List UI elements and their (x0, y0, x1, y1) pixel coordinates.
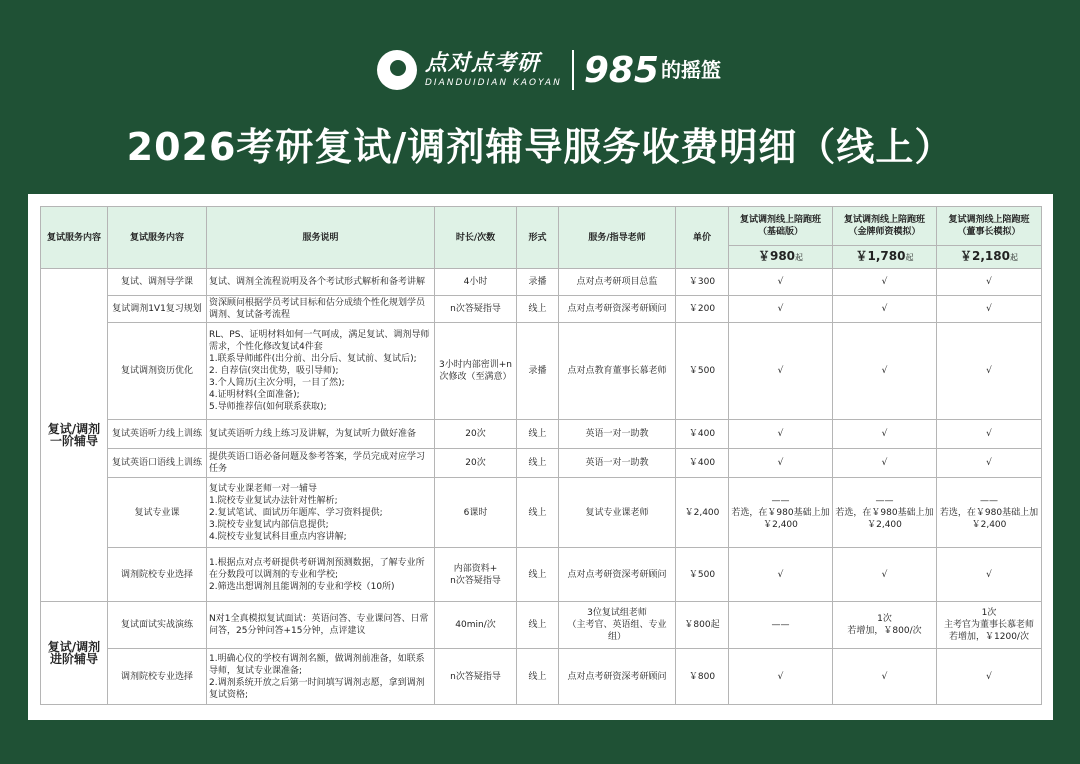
teacher: 复试专业课老师 (559, 478, 676, 548)
service-name: 复试英语口语线上训练 (108, 449, 207, 478)
service-name: 调剂院校专业选择 (108, 548, 207, 602)
unit-price: ￥400 (676, 420, 729, 449)
duration: n次答疑指导 (435, 649, 517, 705)
form: 线上 (517, 296, 559, 323)
unit-price: ￥500 (676, 323, 729, 420)
plan-basic-cell: √ (729, 296, 833, 323)
service-description: 复试专业课老师一对一辅导 1.院校专业复试办法针对性解析; 2.复试笔试、面试历年题库、学习资料提供; 3.院校专业复试内部信息提供; 4.院校专业复试科目重点内容讲解; (207, 478, 435, 548)
form: 线上 (517, 548, 559, 602)
col-header-plan-gold: 复试调剂线上陪跑班 （金牌师资模拟） (833, 207, 937, 246)
service-name: 复试调剂1V1复习规划 (108, 296, 207, 323)
teacher: 3位复试组老师 （主考官、英语组、专业组） (559, 602, 676, 649)
plan-price-basic: ￥980起 (729, 246, 833, 269)
service-name: 调剂院校专业选择 (108, 649, 207, 705)
service-description: RL、PS、证明材料如何一气呵成，满足复试、调剂导师需求，个性化修改复试4件套 1.联系导师邮件(出分前、出分后、复试前、复试后); 2. 自荐信(突出优势，吸引导师); 3.个人简历(主次分明，一目了然); 4.证明材料(全面准备); 5.导师推荐信(如何联系获取); (207, 323, 435, 420)
teacher: 点对点考研资深考研顾问 (559, 296, 676, 323)
plan-basic-cell: √ (729, 649, 833, 705)
table-row (41, 269, 1042, 296)
unit-price: ￥500 (676, 548, 729, 602)
plan-chairman-cell: √ (937, 269, 1042, 296)
plan-basic-cell: √ (729, 420, 833, 449)
plan-gold-cell: —— 若选，在￥980基础上加 ￥2,400 (833, 478, 937, 548)
col-header-service: 复试服务内容 (108, 207, 207, 269)
duration: 20次 (435, 449, 517, 478)
plan-chairman-cell: √ (937, 548, 1042, 602)
teacher: 英语一对一助教 (559, 449, 676, 478)
col-header-price: 单价 (676, 207, 729, 269)
page-title: 2026考研复试/调剂辅导服务收费明细（线上） (126, 125, 954, 169)
logo-divider (572, 50, 574, 90)
plan-chairman-cell: √ (937, 323, 1042, 420)
table-row (41, 548, 1042, 602)
form: 线上 (517, 602, 559, 649)
service-description: 复试英语听力线上练习及讲解，为复试听力做好准备 (207, 420, 435, 449)
table-row (41, 296, 1042, 323)
service-description: 复试、调剂全流程说明及各个考试形式解析和备考讲解 (207, 269, 435, 296)
duration: 4小时 (435, 269, 517, 296)
plan-chairman-cell: √ (937, 649, 1042, 705)
plan-gold-cell: √ (833, 269, 937, 296)
service-description: 1.根据点对点考研提供考研调剂预测数据，了解专业所在分数段可以调剂的专业和学校; 2.筛选出想调剂且能调剂的专业和学校（10所) (207, 548, 435, 602)
price-table (40, 206, 1042, 705)
plan-gold-cell: √ (833, 420, 937, 449)
plan-basic-cell: √ (729, 269, 833, 296)
col-header-form: 形式 (517, 207, 559, 269)
plan-basic-cell: √ (729, 548, 833, 602)
table-row (41, 323, 1042, 420)
form: 线上 (517, 478, 559, 548)
col-header-duration: 时长/次数 (435, 207, 517, 269)
service-description: 资深顾问根据学员考试目标和估分成绩个性化规划学员调剂、复试备考流程 (207, 296, 435, 323)
service-name: 复试面试实战演练 (108, 602, 207, 649)
service-description: 1.明确心仪的学校有调剂名额，做调剂前准备，如联系导师，复试专业课准备; 2.调剂系统开放之后第一时间填写调剂志愿，拿到调剂复试资格; (207, 649, 435, 705)
plan-gold-cell: 1次 若增加，￥800/次 (833, 602, 937, 649)
plan-chairman-cell: √ (937, 420, 1042, 449)
service-name: 复试英语听力线上训练 (108, 420, 207, 449)
duration: 40min/次 (435, 602, 517, 649)
plan-chairman-cell: √ (937, 449, 1042, 478)
unit-price: ￥800起 (676, 602, 729, 649)
table-row (41, 649, 1042, 705)
teacher: 点对点考研资深考研顾问 (559, 548, 676, 602)
service-description: N对1全真模拟复试面试：英语问答、专业课问答、日常问答，25分钟问答+15分钟，点评建议 (207, 602, 435, 649)
brand-logo (377, 46, 721, 94)
service-name: 复试、调剂导学课 (108, 269, 207, 296)
col-header-teacher: 服务/指导老师 (559, 207, 676, 269)
plan-basic-cell: √ (729, 323, 833, 420)
plan-chairman-cell: √ (937, 296, 1042, 323)
form: 录播 (517, 269, 559, 296)
teacher: 点对点考研项目总监 (559, 269, 676, 296)
teacher: 点对点考研资深考研顾问 (559, 649, 676, 705)
unit-price: ￥800 (676, 649, 729, 705)
duration: 6课时 (435, 478, 517, 548)
plan-gold-cell: √ (833, 323, 937, 420)
duration: 内部资料+ n次答疑指导 (435, 548, 517, 602)
service-description: 提供英语口语必备问题及参考答案，学员完成对应学习任务 (207, 449, 435, 478)
unit-price: ￥300 (676, 269, 729, 296)
service-name: 复试专业课 (108, 478, 207, 548)
price-card (28, 194, 1053, 720)
plan-price-chairman: ￥2,180起 (937, 246, 1042, 269)
group-label: 复试/调剂 一阶辅导 (41, 269, 108, 602)
col-header-plan-basic: 复试调剂线上陪跑班 （基础版） (729, 207, 833, 246)
col-header-category: 复试服务内容 (41, 207, 108, 269)
teacher: 英语一对一助教 (559, 420, 676, 449)
plan-chairman-cell: 1次 主考官为董事长慕老师 若增加，￥1200/次 (937, 602, 1042, 649)
logo-cn: 点对点考研 (425, 51, 541, 76)
form: 线上 (517, 649, 559, 705)
logo-en: DIANDUIDIAN KAOYAN (425, 78, 562, 88)
logo-suffix: 的摇篮 (660, 58, 721, 82)
unit-price: ￥200 (676, 296, 729, 323)
plan-basic-cell: —— 若选，在￥980基础上加 ￥2,400 (729, 478, 833, 548)
plan-gold-cell: √ (833, 449, 937, 478)
plan-price-gold: ￥1,780起 (833, 246, 937, 269)
teacher: 点对点教育董事长慕老师 (559, 323, 676, 420)
unit-price: ￥400 (676, 449, 729, 478)
plan-basic-cell: —— (729, 602, 833, 649)
logo-icon (377, 50, 417, 90)
col-header-plan-chairman: 复试调剂线上陪跑班 （董事长模拟） (937, 207, 1042, 246)
duration: 20次 (435, 420, 517, 449)
form: 线上 (517, 449, 559, 478)
duration: n次答疑指导 (435, 296, 517, 323)
service-name: 复试调剂资历优化 (108, 323, 207, 420)
duration: 3小时内部密训+n次修改（至满意） (435, 323, 517, 420)
table-row (41, 420, 1042, 449)
logo-985: 985 (583, 49, 659, 91)
table-row (41, 449, 1042, 478)
plan-basic-cell: √ (729, 449, 833, 478)
plan-gold-cell: √ (833, 649, 937, 705)
form: 录播 (517, 323, 559, 420)
page-header (0, 0, 1080, 200)
plan-chairman-cell: —— 若选，在￥980基础上加 ￥2,400 (937, 478, 1042, 548)
col-header-description: 服务说明 (207, 207, 435, 269)
plan-gold-cell: √ (833, 548, 937, 602)
table-row (41, 478, 1042, 548)
group-label: 复试/调剂 进阶辅导 (41, 602, 108, 705)
plan-gold-cell: √ (833, 296, 937, 323)
form: 线上 (517, 420, 559, 449)
table-row (41, 602, 1042, 649)
unit-price: ￥2,400 (676, 478, 729, 548)
